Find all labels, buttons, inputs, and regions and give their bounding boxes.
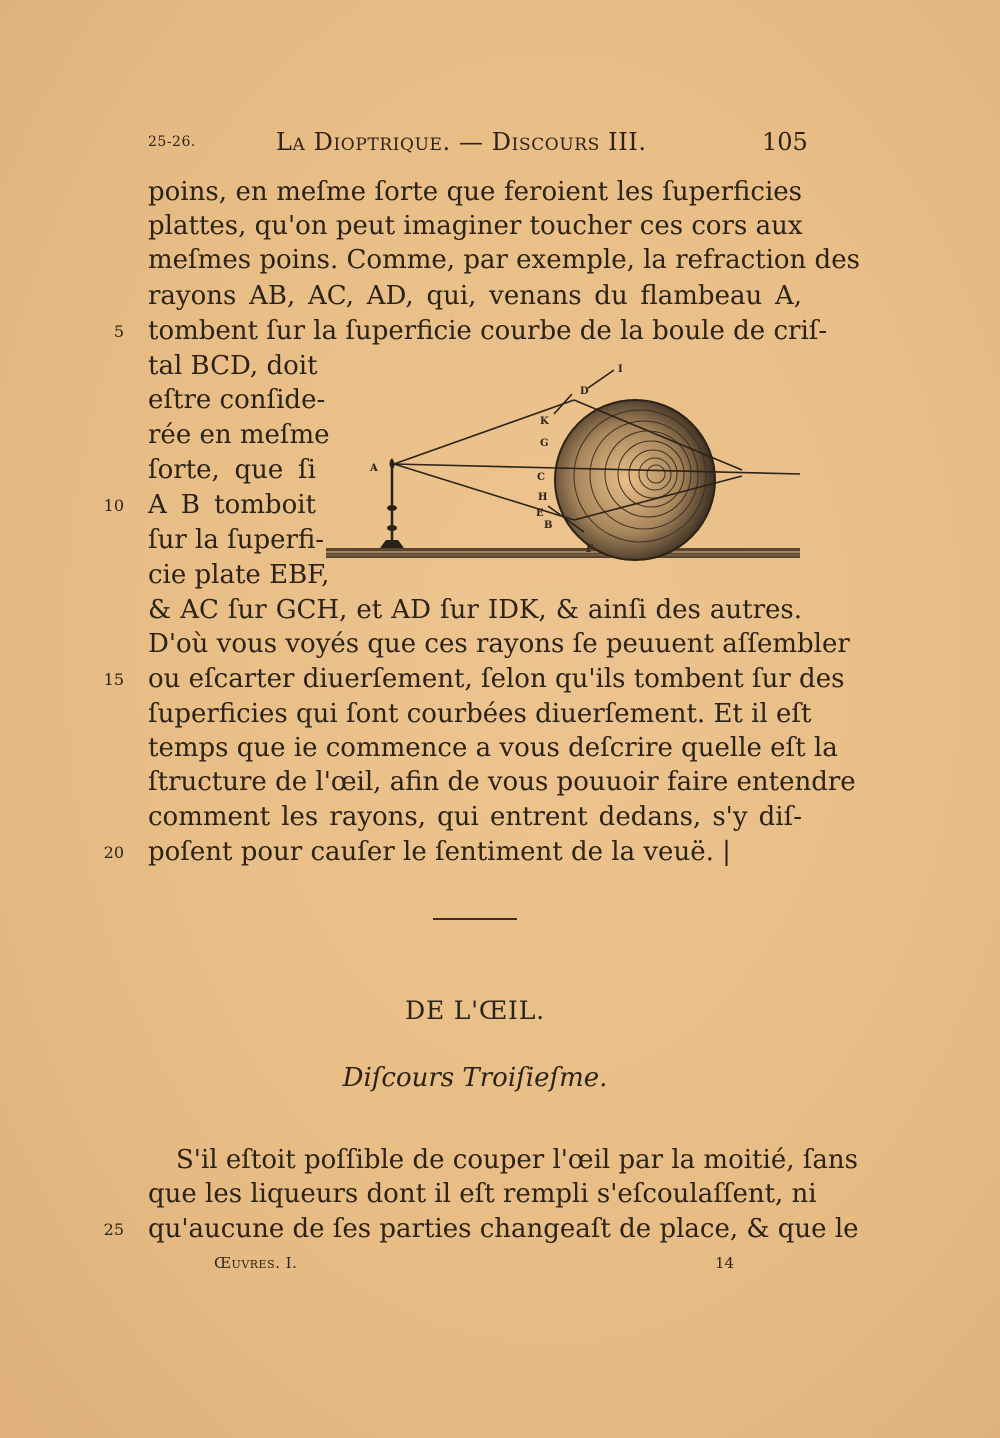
line-number: 20 [103,843,124,862]
text-line: temps que ie commence a vous deſcrire quelle eſt la [148,733,838,763]
text-line: S'il eſtoit poſſible de couper l'œil par la moitié, ſans [176,1145,858,1175]
text-line: qu'aucune de ſes parties changeaſt de place, & que le [148,1214,859,1244]
footer-signature: 14 [715,1254,735,1272]
label-a: A [370,463,378,474]
section-heading: DE L'ŒIL. [405,996,545,1025]
text-line: que les liqueurs dont il eſt rempli s'eſcoulaſſent, ni [148,1179,817,1209]
text-line: ſuperficies qui ſont courbées diuerſement. Et il eſt [148,699,812,729]
text-line: ou eſcarter diuerſement, ſelon qu'ils tombent ſur des [148,664,845,694]
footer-volume: Œuvres. I. [214,1254,298,1272]
text-line: cie plate EBF, [148,560,330,590]
text-line: tal BCD, doit [148,351,318,381]
text-line: eſtre conſide- [148,385,326,415]
section-divider [433,918,517,920]
line-number: 15 [103,670,124,689]
text-line: D'où vous voyés que ces rayons ſe peuuent aſſembler [148,629,850,659]
label-e: E [536,508,544,519]
label-f: F [586,544,594,555]
text-line: ſorte, que ſi [148,455,316,485]
text-line: meſmes poins. Comme, par exemple, la refraction des [148,245,860,275]
line-number: 5 [113,322,124,341]
text-line: poſent pour cauſer le ſentiment de la veuë. | [148,837,731,867]
text-line: rée en meſme [148,420,330,450]
text-line: ſur la ſuperfi- [148,525,325,555]
text-line: & AC ſur GCH, et AD ſur IDK, & ainſi des autres. [148,595,802,625]
text-line: plattes, qu'on peut imaginer toucher ces cors aux [148,211,803,241]
text-line: ſtructure de l'œil, afin de vous pouuoir faire entendre [148,767,856,797]
text-line: tombent ſur la ſuperficie courbe de la boule de criſ- [148,316,828,346]
refraction-figure [322,358,804,580]
label-h: H [538,492,548,503]
crystal-ball-diagram [322,358,804,580]
running-title: La Dioptrique. — Discours III. [276,128,647,156]
text-line: rayons AB, AC, AD, qui, venans du flambeau A, [148,281,802,311]
label-b: B [544,520,553,531]
line-number: 25 [103,1220,124,1239]
section-subheading: Diſcours Troiſieſme. [342,1063,608,1093]
label-c: C [537,472,545,483]
text-line: A B tomboit [148,490,316,520]
page-number: 105 [762,128,808,156]
line-number: 10 [103,496,124,515]
label-g: G [540,438,549,449]
text-line: poins, en meſme ſorte que feroient les ſuperficies [148,177,802,207]
label-d: D [580,386,589,397]
text-line: comment les rayons, qui entrent dedans, s'y diſ- [148,802,802,832]
label-i: I [618,364,623,375]
candle-stand [380,458,404,548]
header-reference: 25-26. [148,134,196,150]
label-k: K [540,416,549,427]
table-plank [326,548,800,558]
